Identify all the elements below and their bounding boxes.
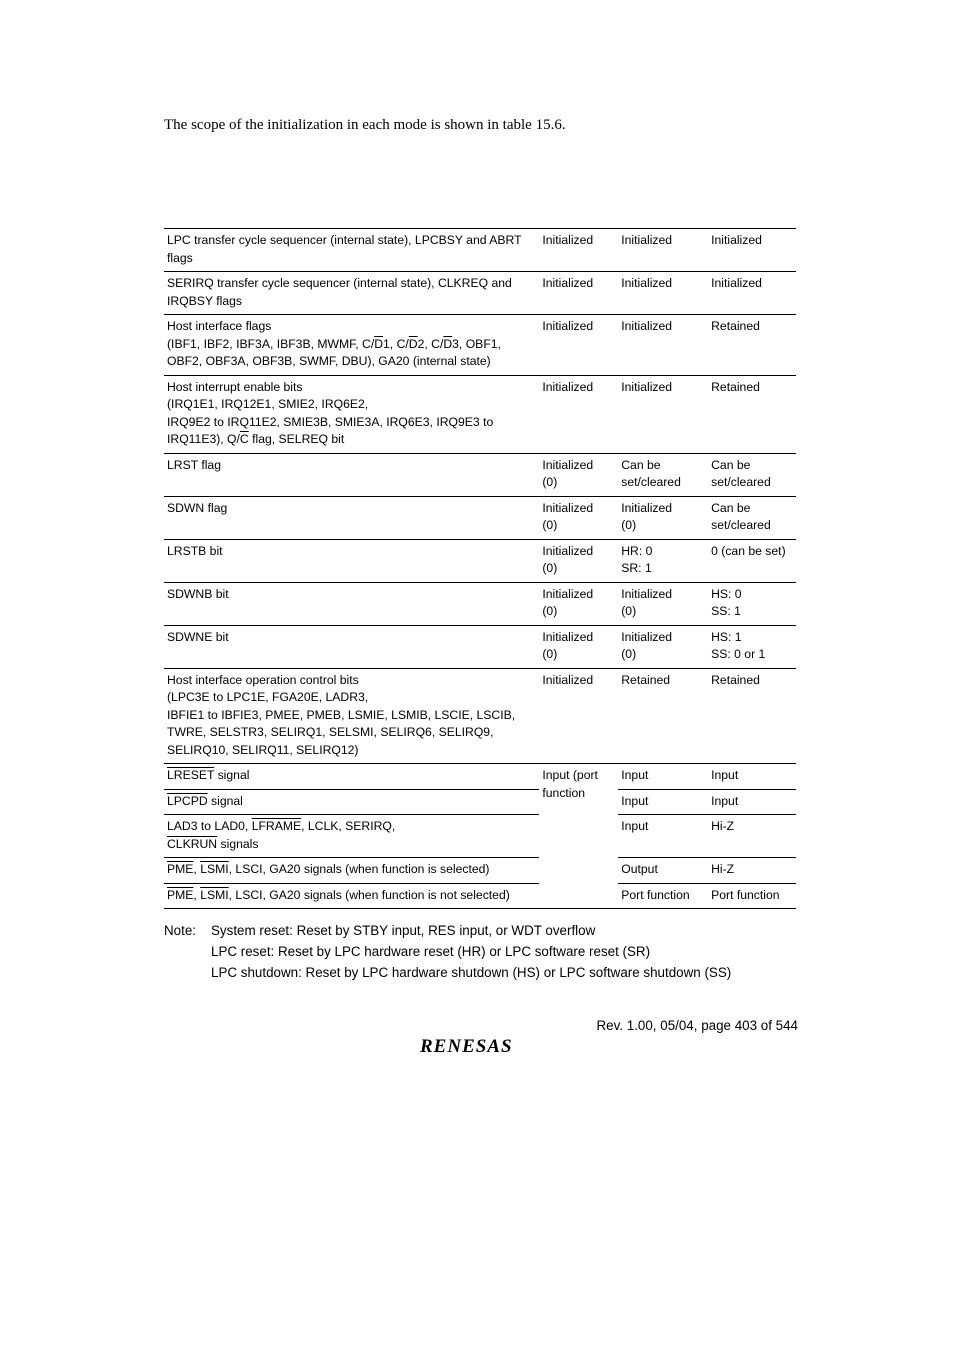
cell: Input (618, 815, 708, 858)
cell-line: Initialized (542, 500, 594, 515)
cell (539, 625, 618, 668)
item-line: SELIRQ10, SELIRQ11, SELIRQ12) (167, 742, 359, 757)
cell (708, 453, 796, 496)
cell-line: Initialized (542, 629, 594, 644)
overline-text: LSMI (200, 862, 229, 876)
item-line: LAD3 to LAD0, (167, 819, 252, 833)
cell: Initialized (539, 272, 618, 315)
item-line: 3, OBF1, (452, 336, 501, 351)
cell: Initialized (539, 668, 618, 764)
item-line: IRQ11E3), Q/ (167, 432, 240, 446)
item-line: Host interrupt enable bits (167, 379, 303, 394)
renesas-logo (420, 1034, 542, 1056)
cell: Input (618, 789, 708, 815)
item-cell: SDWNE bit (164, 625, 539, 668)
table-row (164, 789, 796, 815)
table-row (164, 883, 796, 909)
overline-text: $\overline{D}$ (408, 336, 418, 351)
initialization-scope-table (164, 228, 796, 909)
table-row (164, 496, 796, 539)
page-footer: Rev. 1.00, 05/04, page 403 of 544 (596, 1018, 798, 1033)
item-line: Host interface operation control bits (167, 672, 359, 687)
table-row (164, 858, 796, 884)
item-cell (164, 668, 539, 764)
overline-text: LFRAME (251, 819, 302, 833)
overline-text: LPCPD (167, 793, 208, 808)
overline-text: $\overline{C}$ (239, 432, 249, 446)
item-line: 1, C/ (383, 336, 409, 351)
cell: Retained (618, 668, 708, 764)
item-cell (164, 815, 539, 858)
cell-line: HR: 0 (621, 543, 653, 558)
item-cell (164, 375, 539, 453)
item-line: (IBF1, IBF2, IBF3A, IBF3B, MWMF, C/ (167, 336, 375, 351)
cell-line: (0) (542, 475, 558, 489)
item-cell (164, 883, 539, 909)
cell-line: HS: 0 (711, 586, 742, 601)
item-line: signal (214, 768, 250, 782)
item-line: (LPC3E to LPC1E, FGA20E, LADR3, (167, 690, 369, 704)
cell: Output (618, 858, 708, 884)
item-cell: LRSTB bit (164, 539, 539, 582)
item-cell: SERIRQ transfer cycle sequencer (internal state), CLKREQ and IRQBSY flags (164, 272, 539, 315)
overline-text: $\overline{PME}$ (167, 887, 194, 902)
table-row (164, 539, 796, 582)
cell: Initialized (708, 229, 796, 272)
table-row (164, 272, 796, 315)
note-line: System reset: Reset by STBY input, RES input, or WDT overflow (211, 923, 596, 938)
cell-line: Initialized (621, 500, 673, 515)
cell: Input (708, 764, 796, 790)
table-row (164, 582, 796, 625)
item-line: IBFIE1 to IBFIE3, PMEE, PMEB, LSMIE, LSMIB, LSCIE, LSCIB, (167, 707, 516, 722)
cell (708, 625, 796, 668)
cell (618, 582, 708, 625)
cell-line: (0) (621, 647, 637, 661)
item-cell: LRST flag (164, 453, 539, 496)
item-line: , LSCI, GA20 signals (when function is selected) (228, 862, 490, 876)
overline-text: CLKRUN (167, 836, 218, 851)
cell-line: Can be (711, 500, 751, 515)
item-line: (IRQ1E1, IRQ12E1, SMIE2, IRQ6E2, (167, 397, 369, 411)
cell: Input (618, 764, 708, 790)
item-cell (164, 858, 539, 884)
overline-text: $\overline{PME}$ (167, 862, 194, 876)
item-line: Host interface flags (167, 319, 272, 333)
cell: Retained (708, 668, 796, 764)
cell-line: Initialized (621, 586, 673, 601)
note-line: LPC shutdown: Reset by LPC hardware shutdown (HS) or LPC software shutdown (SS) (211, 965, 732, 980)
cell: Port function (708, 883, 796, 909)
cell: Initialized (539, 315, 618, 376)
item-line: , (193, 862, 201, 876)
table-note (164, 920, 731, 983)
item-line: , LCLK, SERIRQ, (301, 819, 396, 833)
cell (539, 539, 618, 582)
table-row (164, 229, 796, 272)
item-line: TWRE, SELSTR3, SELIRQ1, SELSMI, SELIRQ6, SELIRQ9, (167, 725, 494, 739)
table-row (164, 453, 796, 496)
item-line: , (193, 887, 201, 902)
cell (618, 625, 708, 668)
table-row (164, 764, 796, 790)
cell: Initialized (618, 375, 708, 453)
cell-line: (0) (542, 647, 558, 661)
cell (708, 582, 796, 625)
overline-text: LSMI (200, 887, 229, 902)
item-cell (164, 789, 539, 815)
cell: Initialized (539, 229, 618, 272)
table-row (164, 315, 796, 376)
intro-text: The scope of the initialization in each mode is shown in table 15.6. (164, 117, 566, 133)
logo-text: RENESAS (420, 1036, 513, 1056)
cell-line: Can be (711, 457, 751, 472)
cell-line: Initialized (542, 543, 594, 558)
table-row (164, 668, 796, 764)
item-line: 2, C/ (417, 336, 444, 351)
cell (708, 496, 796, 539)
cell: Initialized (539, 375, 618, 453)
item-line: signal (207, 793, 243, 808)
cell: Hi-Z (708, 858, 796, 884)
cell-line: Input (port (542, 768, 598, 782)
cell (539, 582, 618, 625)
cell: Input (708, 789, 796, 815)
item-line: OBF2, OBF3A, OBF3B, SWMF, DBU), GA20 (internal state) (167, 354, 491, 368)
cell: Retained (708, 375, 796, 453)
overline-text: $\overline{D}$ (374, 336, 384, 351)
cell: 0 (can be set) (708, 539, 796, 582)
cell-merged (539, 764, 618, 909)
table-row (164, 375, 796, 453)
cell-line: Can be (621, 457, 661, 472)
cell (618, 539, 708, 582)
cell-line: set/cleared (711, 518, 771, 532)
item-cell (164, 315, 539, 376)
cell-line: SR: 1 (621, 561, 652, 575)
cell-line: (0) (621, 518, 637, 532)
cell: Retained (708, 315, 796, 376)
item-cell: SDWN flag (164, 496, 539, 539)
cell (618, 453, 708, 496)
cell-line: set/cleared (621, 475, 681, 489)
cell (618, 496, 708, 539)
item-line: , LSCI, GA20 signals (when function is not selected) (228, 887, 510, 902)
cell-line: (0) (621, 604, 637, 618)
item-cell: LPC transfer cycle sequencer (internal state), LPCBSY and ABRT flags (164, 229, 539, 272)
cell-line: Initialized (542, 457, 594, 472)
cell-line: (0) (542, 518, 558, 532)
cell: Initialized (618, 229, 708, 272)
cell-line: (0) (542, 561, 558, 575)
cell: Initialized (618, 315, 708, 376)
cell-line: SS: 1 (711, 604, 741, 618)
table-row (164, 625, 796, 668)
cell-line: HS: 1 (711, 629, 742, 644)
cell-line: Initialized (621, 629, 673, 644)
cell-line: (0) (542, 604, 558, 618)
item-cell (164, 764, 539, 790)
cell-line: Initialized (542, 586, 594, 601)
cell (539, 496, 618, 539)
table-row (164, 815, 796, 858)
overline-text: $\overline{D}$ (443, 336, 453, 351)
item-line: flag, SELREQ bit (248, 432, 345, 446)
cell (539, 453, 618, 496)
item-line: IRQ9E2 to IRQ11E2, SMIE3B, SMIE3A, IRQ6E3, IRQ9E3 to (167, 414, 494, 429)
cell-line: function (542, 785, 586, 800)
item-cell: SDWNB bit (164, 582, 539, 625)
note-label: Note: (164, 923, 197, 938)
cell: Port function (618, 883, 708, 909)
note-line: LPC reset: Reset by LPC hardware reset (HR) or LPC software reset (SR) (211, 944, 651, 959)
cell-line: SS: 0 or 1 (711, 647, 766, 661)
cell: Initialized (708, 272, 796, 315)
item-line: signals (217, 836, 259, 851)
cell: Initialized (618, 272, 708, 315)
cell: Hi-Z (708, 815, 796, 858)
overline-text: LRESET (167, 768, 215, 782)
cell-line: set/cleared (711, 475, 771, 489)
